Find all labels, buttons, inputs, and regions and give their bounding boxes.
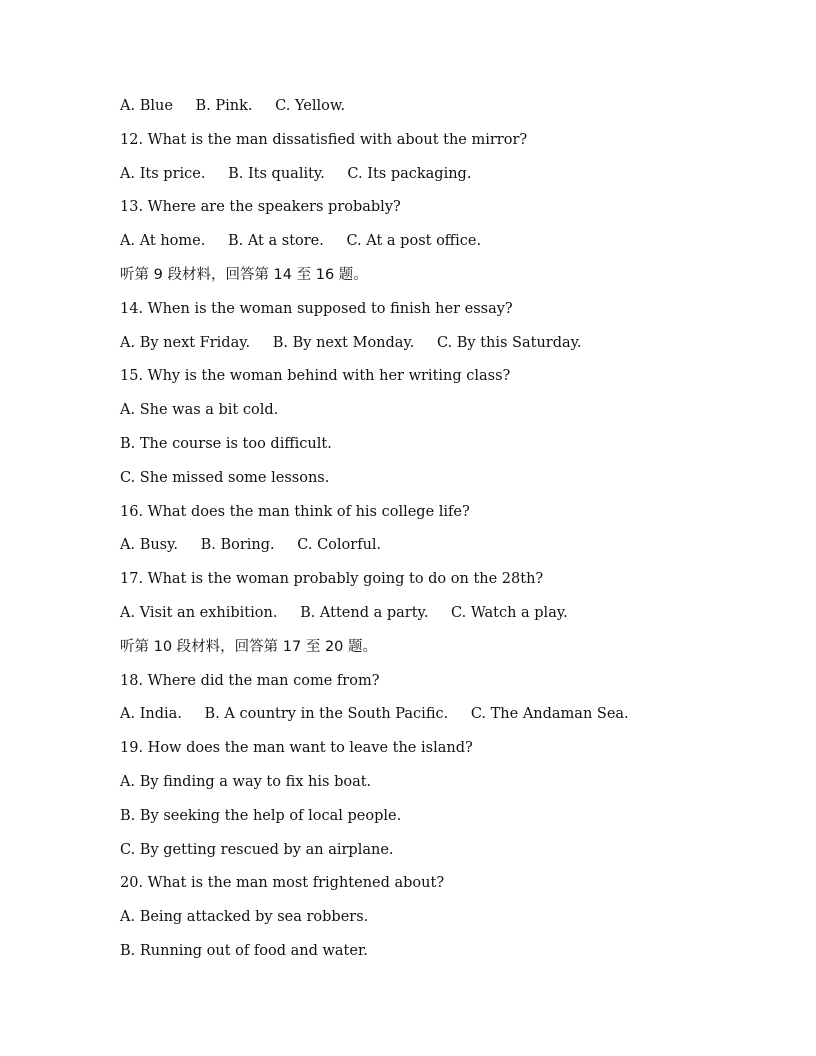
option-a: A. Being attacked by sea robbers. <box>120 909 369 926</box>
option-c: C. By getting rescued by an airplane. <box>120 841 394 858</box>
options-line <box>120 96 760 130</box>
option-b: B. Its quality. <box>228 165 325 182</box>
question-15: 15. Why is the woman behind with her writing class? <box>120 368 511 385</box>
option-b: B. Running out of food and water. <box>120 942 368 959</box>
option-b: B. Attend a party. <box>300 604 429 621</box>
options-line <box>120 333 760 367</box>
option-c: C. At a post office. <box>346 233 482 250</box>
option-a: A. Its price. <box>120 165 206 182</box>
option-a: A. India. <box>120 706 182 723</box>
options-line <box>120 535 760 569</box>
question-16: 16. What does the man think of his college life? <box>120 503 470 520</box>
option-b: B. At a store. <box>227 233 324 250</box>
option-a: A. By next Friday. <box>120 334 251 351</box>
option-a: A. Blue <box>120 98 173 114</box>
option-b: B. Pink. <box>195 98 253 114</box>
option-b: B. A country in the South Pacific. <box>204 706 449 723</box>
option-c: C. By this Saturday. <box>436 334 582 351</box>
option-a: A. She was a bit cold. <box>120 402 279 419</box>
option-a: A. Visit an exhibition. <box>120 604 278 621</box>
question-19: 19. How does the man want to leave the island? <box>120 740 473 757</box>
question-13: 13. Where are the speakers probably? <box>120 199 401 216</box>
option-a: A. By finding a way to fix his boat. <box>120 773 372 790</box>
question-14: 14. When is the woman supposed to finish her essay? <box>120 300 513 317</box>
option-b: B. By seeking the help of local people. <box>120 807 402 824</box>
option-c: C. Colorful. <box>297 537 382 554</box>
option-b: B. By next Monday. <box>272 334 415 351</box>
option-c: C. Watch a play. <box>451 604 568 621</box>
question-17: 17. What is the woman probably going to do on the 28th? <box>120 571 544 588</box>
option-c: C. Its packaging. <box>347 165 472 182</box>
options-line <box>120 704 760 738</box>
options-line <box>120 603 760 637</box>
option-a: A. Busy. <box>120 537 178 554</box>
option-b: B. Boring. <box>200 537 275 554</box>
option-c: C. Yellow. <box>275 98 346 114</box>
question-12: 12. What is the man dissatisfied with about the mirror? <box>120 131 528 148</box>
option-b: B. The course is too difficult. <box>120 435 332 452</box>
option-c: C. The Andaman Sea. <box>470 706 629 723</box>
options-line <box>120 231 760 265</box>
section-instruction-10: 听第 10 段材料，回答第 17 至 20 题。 <box>120 638 378 655</box>
options-line <box>120 164 760 198</box>
exam-content <box>120 96 760 975</box>
option-c: C. She missed some lessons. <box>120 469 330 486</box>
option-a: A. At home. <box>120 233 206 250</box>
question-18: 18. Where did the man come from? <box>120 672 380 689</box>
question-20: 20. What is the man most frightened about? <box>120 875 445 892</box>
section-instruction-9: 听第 9 段材料，回答第 14 至 16 题。 <box>120 266 368 283</box>
